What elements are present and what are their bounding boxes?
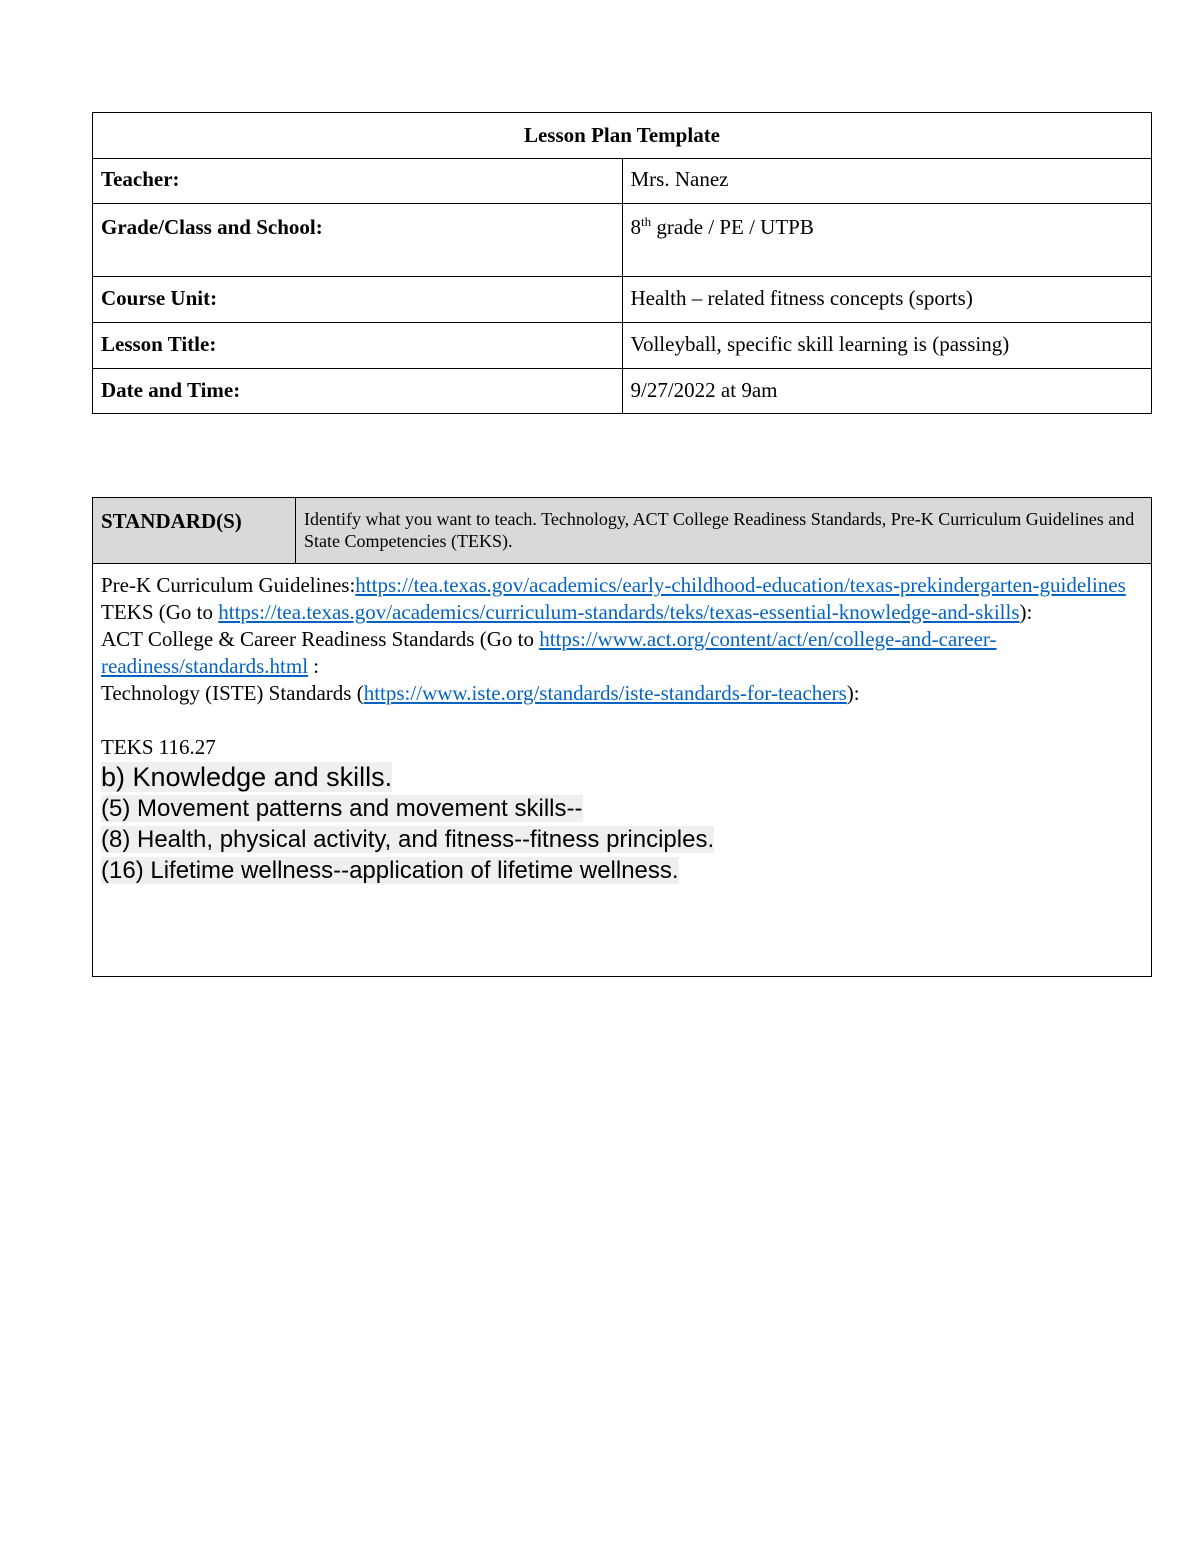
iste-line [101, 680, 1143, 707]
lesson-plan-table [92, 112, 1152, 414]
iste-suffix: ): [846, 681, 860, 705]
standard-item [101, 855, 1143, 886]
knowledge-heading [101, 761, 1143, 793]
table-row [93, 369, 1152, 414]
iste-link[interactable]: https://www.iste.org/standards/iste-standards-for-teachers [363, 681, 847, 705]
standards-label: STANDARD(S) [93, 498, 296, 564]
act-suffix: : [308, 654, 320, 678]
standards-description: Identify what you want to teach. Technology, ACT College Readiness Standards, Pre-K Curriculum Guidelines and State Competencies (TEKS). [296, 498, 1152, 564]
prek-label: Pre-K Curriculum Guidelines: [101, 573, 356, 597]
table-row [93, 159, 1152, 204]
lesson-title-label: Lesson Title: [93, 323, 623, 369]
standard-item [101, 793, 1143, 824]
standards-table [92, 497, 1152, 977]
standard-item-text: (8) Health, physical activity, and fitness--fitness principles. [101, 826, 715, 853]
standard-item-text: (5) Movement patterns and movement skills-- [101, 795, 583, 822]
lesson-title-value: Volleyball, specific skill learning is (passing) [622, 323, 1152, 369]
teks-link[interactable]: https://tea.texas.gov/academics/curriculum-standards/teks/texas-essential-knowledge-and-skills [218, 600, 1020, 624]
course-unit-label: Course Unit: [93, 277, 623, 323]
teks-line [101, 599, 1143, 626]
table-row [93, 277, 1152, 323]
prek-line [101, 572, 1143, 599]
standards-body [93, 564, 1152, 977]
table-row [93, 323, 1152, 369]
table-row [93, 204, 1152, 277]
date-time-label: Date and Time: [93, 369, 623, 414]
act-prefix: ACT College & Career Readiness Standards (Go to [101, 627, 540, 651]
teacher-value: Mrs. Nanez [622, 159, 1152, 204]
grade-number: 8 [630, 215, 641, 239]
act-line [101, 626, 1143, 680]
standard-item-text: (16) Lifetime wellness--application of lifetime wellness. [101, 857, 679, 884]
teks-suffix: ): [1019, 600, 1033, 624]
grade-ordinal-suffix: th [641, 214, 652, 229]
date-time-value: 9/27/2022 at 9am [622, 369, 1152, 414]
teacher-label: Teacher: [93, 159, 623, 204]
standard-item [101, 824, 1143, 855]
iste-prefix: Technology (ISTE) Standards ( [101, 681, 364, 705]
knowledge-heading-text: b) Knowledge and skills. [101, 762, 393, 792]
act-link[interactable]: https://www.act.org/content/act/en/college-and-career-readiness/standards.html [101, 627, 997, 678]
teks-code: TEKS 116.27 [101, 735, 216, 759]
standards-header-row [93, 498, 1152, 564]
spacer [101, 707, 1143, 734]
grade-rest: grade / PE / UTPB [651, 215, 814, 239]
lesson-plan-title: Lesson Plan Template [93, 113, 1152, 159]
teks-prefix: TEKS (Go to [101, 600, 219, 624]
course-unit-value: Health – related fitness concepts (sports) [622, 277, 1152, 323]
prek-link[interactable]: https://tea.texas.gov/academics/early-childhood-education/texas-prekindergarten-guidelines [355, 573, 1126, 597]
grade-class-label: Grade/Class and School: [93, 204, 623, 277]
grade-class-value [622, 204, 1152, 277]
